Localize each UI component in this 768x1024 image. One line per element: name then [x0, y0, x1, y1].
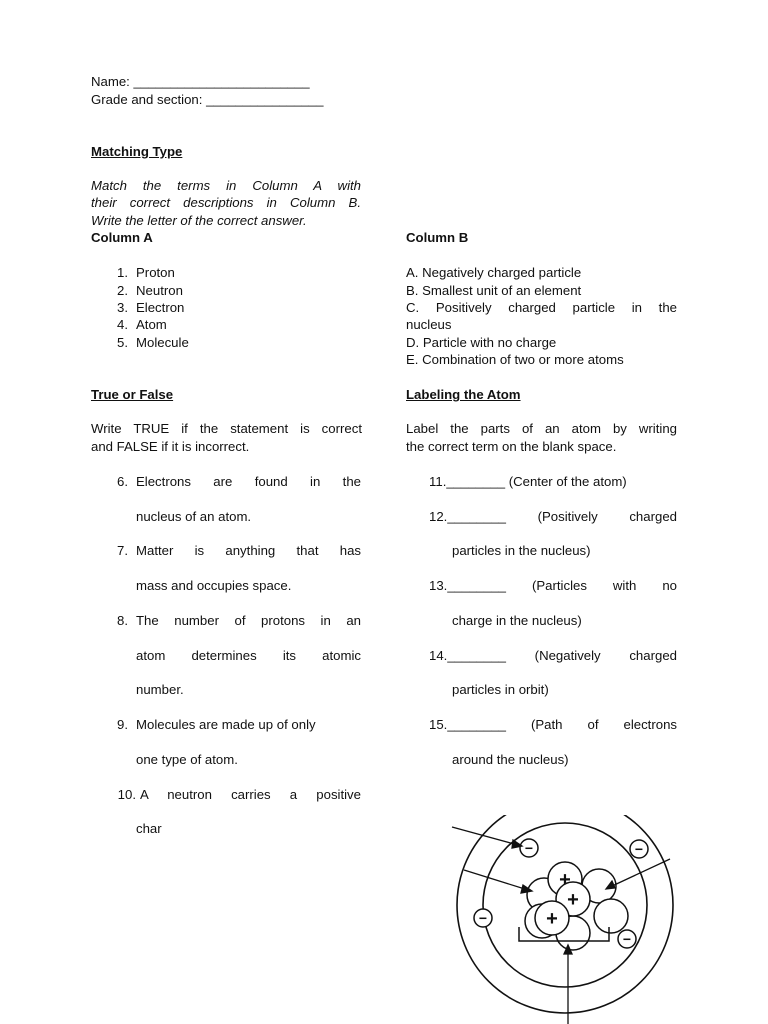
statement-text: atom determines its atomic	[136, 648, 361, 663]
label-item: 14.________ (Negatively charged	[429, 648, 677, 663]
statement-text: Molecules are made up of only	[136, 717, 316, 732]
name-line: Name: ________________________	[91, 74, 310, 89]
label-item: 12.________ (Positively charged	[429, 509, 677, 524]
label-item-continued: charge in the nucleus)	[452, 613, 582, 628]
electron-minus: −	[622, 931, 632, 947]
electron-minus: −	[524, 840, 534, 856]
column-a-number: 2.	[117, 283, 128, 298]
label-item: 13.________ (Particles with no	[429, 578, 677, 593]
label-item: 11.________ (Center of the atom)	[429, 474, 627, 489]
statement-text: char	[136, 821, 162, 836]
electron-minus: −	[478, 910, 488, 926]
true-false-heading: True or False	[91, 387, 174, 402]
statement-text: nucleus of an atom.	[136, 509, 252, 524]
column-a-number: 1.	[117, 265, 128, 280]
labeling-heading: Labeling the Atom	[406, 387, 521, 402]
column-a-number: 3.	[117, 300, 128, 315]
labeling-instruction-line-2: the correct term on the blank space.	[406, 439, 617, 454]
statement-number: 9.	[117, 717, 128, 732]
statement-text: A neutron carries a positive	[140, 787, 361, 802]
column-b-description: D. Particle with no charge	[406, 335, 557, 350]
column-a-term: Proton	[136, 265, 175, 280]
statement-text: The number of protons in an	[136, 613, 361, 628]
statement-number: 7.	[117, 543, 128, 558]
statement-text: number.	[136, 682, 184, 697]
column-a-term: Electron	[136, 300, 185, 315]
atom-diagram	[440, 815, 690, 1024]
column-b-description-continued: nucleus	[406, 317, 452, 332]
column-b-description: C. Positively charged particle in the	[406, 300, 677, 315]
labeling-instruction-line-1: Label the parts of an atom by writing	[406, 421, 677, 436]
arrow-proton	[464, 870, 528, 890]
label-item-continued: particles in orbit)	[452, 682, 549, 697]
statement-number: 8.	[117, 613, 128, 628]
statement-number: 10.	[117, 787, 136, 802]
column-a-number: 4.	[117, 317, 128, 332]
label-item: 15.________ (Path of electrons	[429, 717, 677, 732]
matching-instruction-line-2: their correct descriptions in Column B.	[91, 195, 361, 210]
label-item-continued: around the nucleus)	[452, 752, 569, 767]
column-a-number: 5.	[117, 335, 128, 350]
grade-section-line: Grade and section: ________________	[91, 92, 324, 107]
statement-number: 6.	[117, 474, 128, 489]
column-b-description: E. Combination of two or more atoms	[406, 352, 624, 367]
true-false-instruction-line-1: Write TRUE if the statement is correct	[91, 421, 362, 436]
neutron	[594, 899, 628, 933]
arrow-electron	[452, 827, 518, 845]
true-false-instruction-line-2: and FALSE if it is incorrect.	[91, 439, 250, 454]
matching-instruction-line-1: Match the terms in Column A with	[91, 178, 361, 193]
proton-plus: +	[567, 889, 579, 911]
statement-text: Matter is anything that has	[136, 543, 361, 558]
statement-text: mass and occupies space.	[136, 578, 292, 593]
arrow-neutron	[610, 859, 670, 887]
label-item-continued: particles in the nucleus)	[452, 543, 591, 558]
column-a-term: Atom	[136, 317, 167, 332]
statement-text: one type of atom.	[136, 752, 238, 767]
column-a-term: Molecule	[136, 335, 189, 350]
column-b-description: B. Smallest unit of an element	[406, 283, 582, 298]
column-a-heading: Column A	[91, 230, 153, 245]
proton-plus: +	[559, 869, 571, 891]
column-b-heading: Column B	[406, 230, 469, 245]
column-a-term: Neutron	[136, 283, 183, 298]
matching-instruction-line-3: Write the letter of the correct answer.	[91, 213, 307, 228]
column-b-description: A. Negatively charged particle	[406, 265, 582, 280]
proton-plus: +	[546, 908, 558, 930]
matching-type-heading: Matching Type	[91, 144, 183, 159]
statement-text: Electrons are found in the	[136, 474, 361, 489]
electron-minus: −	[634, 841, 644, 857]
